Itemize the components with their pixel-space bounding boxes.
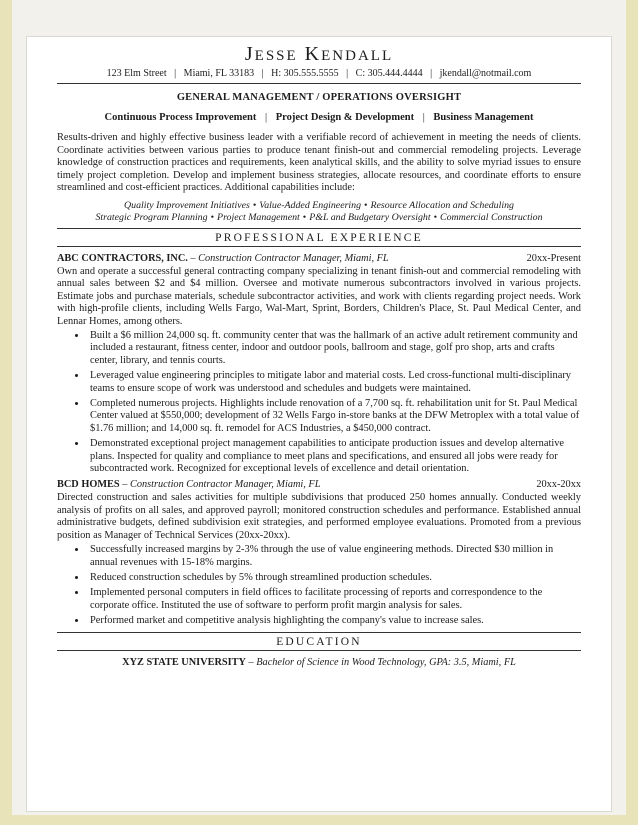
job-achievements — [57, 330, 581, 475]
candidate-name — [57, 43, 581, 66]
job-role: Construction Contractor Manager, Miami, FL — [129, 479, 321, 491]
job-description: Directed construction and sales activities for multiple subdivisions that produced 250 homes annually. Conducted weekly analysis of profits on all sales, and approved payroll; monitored construction schedules and performance. Established annual administrative budgets, defined subdivision exit strategies, and performed employee evaluations. Promoted from a previous position as Manager of Technical Services (20xx-20xx). — [57, 492, 581, 541]
achievement-item: • Reduced construction schedules by 5% through streamlined production schedules. — [87, 572, 581, 584]
contact-address: 123 Elm Street — [106, 68, 167, 79]
company-name: ABC CONTRACTORS, INC. — [57, 252, 188, 264]
contact-cell-phone: C: 305.444.4444 — [355, 68, 423, 79]
dash: – — [245, 656, 257, 668]
name-initial-last: K — [304, 43, 322, 65]
education-title-text: EDUCATION — [276, 635, 362, 648]
job-dates: 20xx-Present — [526, 252, 581, 264]
job-header — [57, 253, 581, 264]
skill-item: Resource Allocation and Scheduling — [370, 199, 514, 211]
contact-separator: | — [346, 68, 349, 79]
focus-area: Continuous Process Improvement — [104, 112, 257, 123]
contact-separator: | — [430, 68, 433, 79]
experience-title-text: PROFESSIONAL EXPERIENCE — [215, 231, 423, 244]
contact-city: Miami, FL 33183 — [183, 68, 255, 79]
achievement-item: • Implemented personal computers in field offices to facilitate processing of reports and correspondence to the corporate office. Instituted the use of software to perform profit margin analysis for sales. — [87, 587, 581, 612]
skill-item: Value-Added Engineering — [259, 199, 362, 211]
skill-bullet: • — [210, 211, 215, 223]
contact-separator: | — [174, 68, 177, 79]
contact-email[interactable]: jkendall@notmail.com — [439, 68, 532, 79]
job-header — [57, 479, 581, 490]
job-role: Construction Contractor Manager, Miami, FL — [198, 252, 389, 264]
right-border-strip — [626, 0, 638, 825]
achievement-item: • Built a $6 million 24,000 sq. ft. community center that was the hallmark of an active adult retirement community and included a restaurant, fitness center, indoor and outdoor pools, ballroom and stage, golf pro shop, arts and crafts center, library, and tennis courts. — [87, 330, 581, 367]
achievement-item: • Performed market and competitive analysis highlighting the company's value to increase sales. — [87, 615, 581, 627]
focus-area: Project Design & Development — [275, 112, 415, 123]
achievement-item: • Demonstrated exceptional project management capabilities to anticipate production issues and develop alternative plans. Inspected for quality and compliance to meet plans and specifications, and ensured all jobs were ready for subcontracted work. Recognized for exceptional levels of excellence and detail orientation. — [87, 438, 581, 475]
focus-separator: | — [265, 112, 268, 123]
professional-headline — [57, 92, 581, 103]
name-last-rest: ENDALL — [321, 48, 394, 64]
focus-area: Business Management — [433, 112, 534, 123]
skill-item: Project Management — [217, 211, 300, 223]
dash: – — [119, 479, 130, 491]
achievement-item: • Completed numerous projects. Highlights include renovation of a 7,700 sq. ft. rehabilitation unit for St. Paul Medical Center valued at $550,000; development of 32 Wells Fargo in-store banks at the DFW Metroplex with a total value of $1.76 million; and 14,000 sq. ft. remodel for ACS Industries, a $450,000 contract. — [87, 398, 581, 435]
skill-bullet: • — [364, 199, 368, 211]
job-dates: 20xx-20xx — [536, 479, 581, 491]
skills-row — [57, 200, 581, 212]
skill-item: P&L and Budgetary Oversight — [309, 211, 431, 223]
focus-separator: | — [422, 112, 425, 123]
job-achievements — [57, 544, 581, 627]
left-border-strip — [0, 0, 12, 825]
contact-separator: | — [261, 68, 264, 79]
company-name: BCD HOMES — [57, 479, 120, 491]
education-section-title — [57, 632, 581, 651]
skill-bullet: • — [302, 211, 307, 223]
experience-section-title — [57, 228, 581, 247]
dash: – — [187, 252, 199, 264]
education-entry — [57, 657, 581, 668]
skills-list — [57, 200, 581, 224]
job-entry — [57, 253, 581, 476]
skill-item: Quality Improvement Initiatives — [124, 199, 250, 211]
school-name: XYZ STATE UNIVERSITY — [122, 656, 246, 668]
name-initial-first: J — [244, 43, 255, 65]
job-entry — [57, 479, 581, 627]
job-title-line — [57, 253, 389, 264]
skill-bullet: • — [433, 211, 438, 223]
skill-item: Strategic Program Planning — [95, 211, 208, 223]
bottom-border-strip — [0, 815, 638, 825]
skill-bullet: • — [252, 199, 257, 211]
headline-text: GENERAL MANAGEMENT / OPERATIONS OVERSIGHT — [176, 92, 462, 103]
skill-item: Commercial Construction — [440, 211, 543, 223]
achievement-item: • Successfully increased margins by 2-3% through the use of value engineering methods. Directed $30 million in annual revenues with 15-18% margins. — [87, 544, 581, 569]
contact-line — [57, 68, 581, 79]
focus-areas — [57, 112, 581, 123]
header-divider — [57, 83, 581, 84]
job-title-line — [57, 479, 320, 490]
job-description: Own and operate a successful general contracting company specializing in tenant finish-out and commercial remodeling with annual sales between $2 and $4 million. Oversee and motivate numerous subcontractors involved in various projects. Estimate jobs and purchase materials, schedule subcontractor activities, and work with clients regarding project needs. Work with high-profile clients, including Wells Fargo, Wal-Mart, Sprint, Borders, Children's Place, St. Paul Medical Center, and Lennar Homes, among others. — [57, 265, 581, 327]
name-first-rest: ESSE — [254, 48, 298, 64]
degree-details: Bachelor of Science in Wood Technology, GPA: 3.5, Miami, FL — [256, 656, 516, 668]
achievement-item: • Leveraged value engineering principles to mitigate labor and material costs. Led cross-functional multi-disciplinary teams to ensure scope of work was understood and schedules and budgets were maintained. — [87, 370, 581, 395]
summary-paragraph: Results-driven and highly effective business leader with a verifiable record of achievement in meeting the needs of clients. Coordinate activities between various parties to produce tenant finish-out and commercial remodeling projects. Leverage knowledge of construction practices and requirements, keen analytical skills, and the ability to solve myriad issues to ensure timely project completion. Develop and implement business strategies, allocate resources, and coordinate efforts to ensure streamlined and cost-efficient practices. Additional capabilities include: — [57, 132, 581, 194]
contact-home-phone: H: 305.555.5555 — [271, 68, 339, 79]
resume-page — [26, 36, 612, 812]
skills-row — [57, 212, 581, 224]
